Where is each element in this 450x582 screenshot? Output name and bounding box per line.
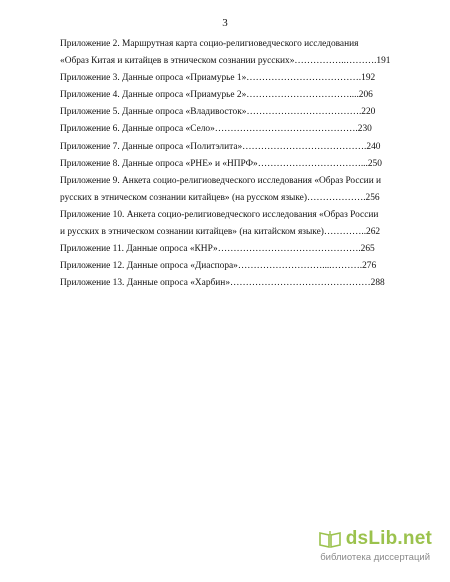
toc-line: Приложение 9. Анкета социо-религиоведческого исследования «Образ России и — [60, 175, 382, 186]
toc-line: Приложение 8. Данные опроса «РНЕ» и «НПРФ»……………………………...250 — [60, 158, 382, 169]
toc-line: Приложение 11. Данные опроса «КНР»……………………………………….265 — [60, 244, 375, 255]
watermark — [312, 528, 432, 568]
toc-line: Приложение 6. Данные опроса «Село»……………………………………….230 — [60, 124, 372, 135]
toc-line: Приложение 3. Данные опроса «Приамурье 1»……………………………….192 — [60, 73, 376, 84]
toc-line: Приложение 12. Данные опроса «Диаспора»………………………....……….276 — [60, 261, 377, 272]
toc-line: Приложение 7. Данные опроса «Политэлита»………………………………….240 — [60, 141, 381, 152]
toc-line: Приложение 2. Маршрутная карта социо-религиоведческого исследования — [60, 39, 359, 49]
page-number: 3 — [222, 17, 228, 29]
toc-line: Приложение 13. Данные опроса «Харбин»………………………………………288 — [60, 278, 385, 289]
toc-line: Приложение 4. Данные опроса «Приамурье 2»……………………………....206 — [60, 90, 373, 101]
toc-line: Приложение 10. Анкета социо-религиоведческого исследования «Образ России — [60, 209, 379, 220]
toc-line: и русских в этническом сознании китайцев» (на китайском языке)…………..262 — [60, 227, 381, 238]
table-of-contents — [60, 36, 394, 292]
toc-line: «Образ Китая и китайцев в этническом сознании русских»……………..……….191 — [60, 56, 391, 67]
book-icon — [318, 529, 342, 549]
watermark-subtitle: библиотека диссертаций — [320, 552, 430, 563]
watermark-logo — [318, 528, 432, 550]
toc-line: русских в этническом сознании китайцев» (на русском языке)……………….256 — [60, 192, 380, 203]
watermark-logo-text: dsLib.net — [345, 528, 432, 549]
toc-line: Приложение 5. Данные опроса «Владивосток»……………………………….220 — [60, 107, 376, 118]
